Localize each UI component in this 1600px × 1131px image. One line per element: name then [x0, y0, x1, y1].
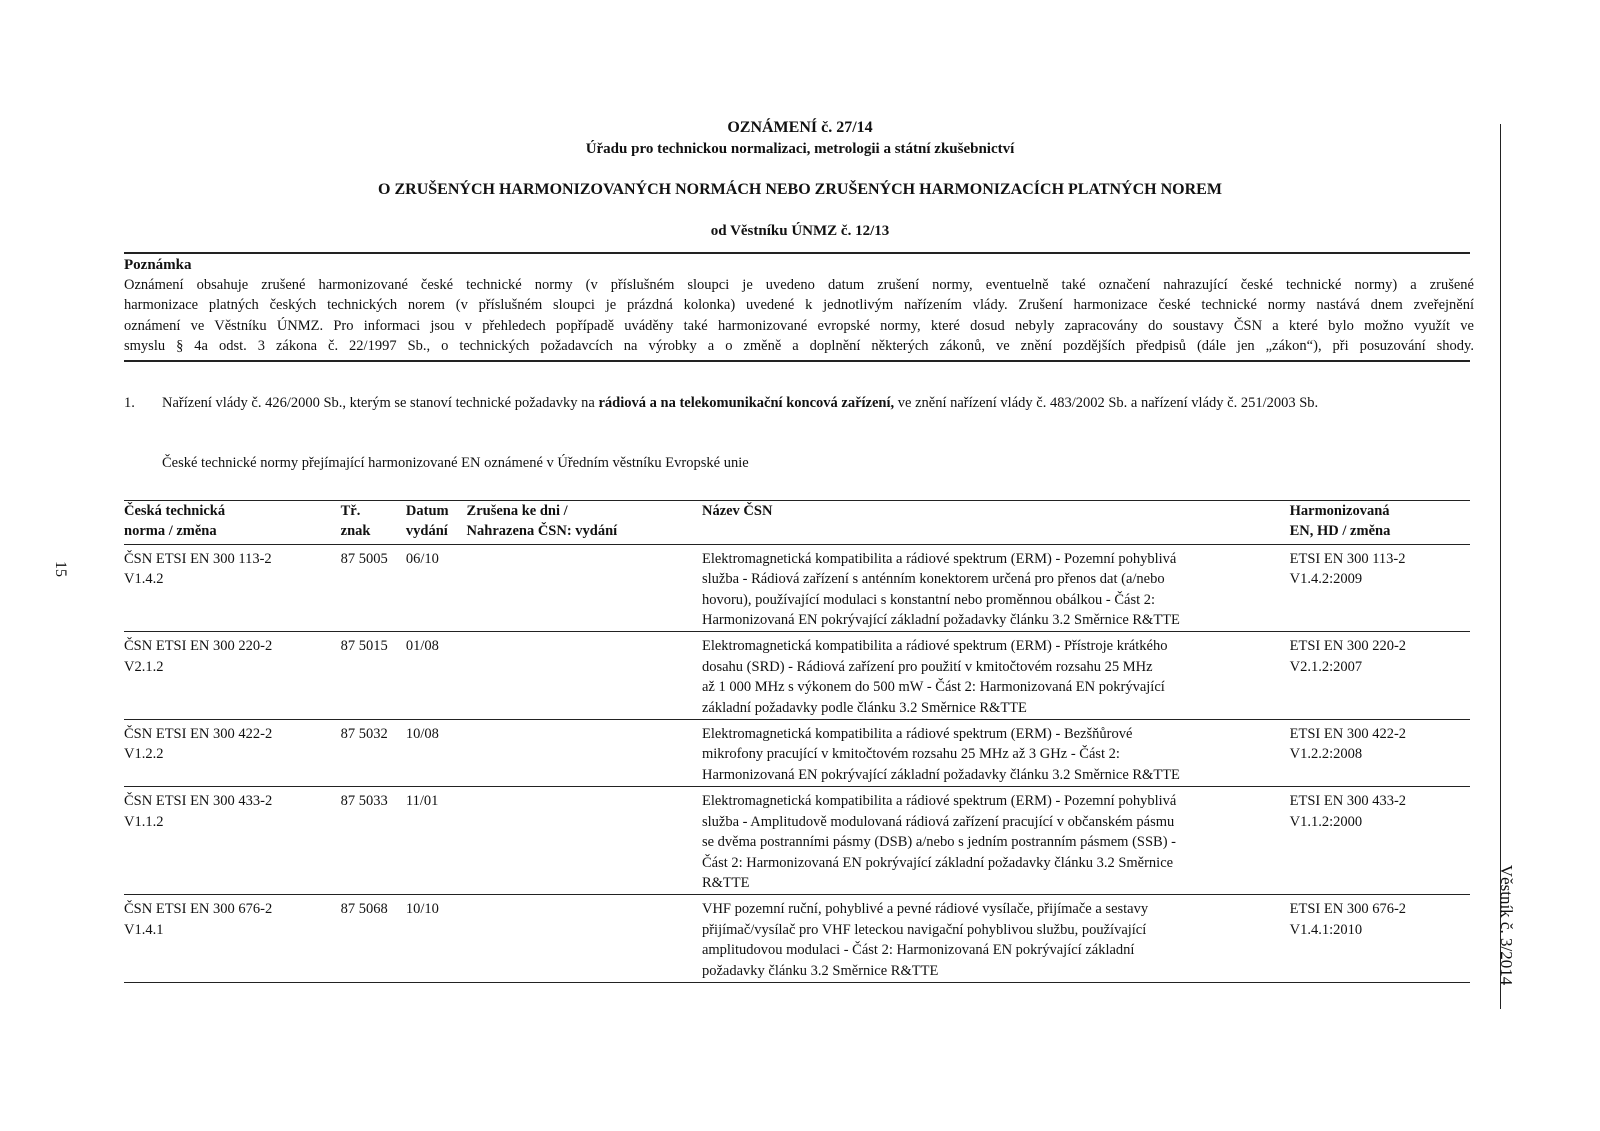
- cell-norm: ČSN ETSI EN 300 676-2 V1.4.1: [124, 901, 273, 938]
- standards-table: [124, 500, 1470, 983]
- note-line: Oznámení obsahuje zrušené harmonizované české technické normy (v příslušném sloupci je uvedeno datum zrušení normy, eventuelně také označení nahrazující české technické normy) a zrušené: [124, 277, 1474, 293]
- cell-cancelled: [467, 720, 702, 787]
- cell-harmonized: ETSI EN 300 676-2 V1.4.1:2010: [1289, 901, 1407, 938]
- cell-harmonized: ETSI EN 300 113-2 V1.4.2:2009: [1289, 550, 1406, 588]
- cell-name: Elektromagnetická kompatibilita a rádiové spektrum (ERM) - Přístroje krátkého dosahu (SRD) - Rádiová zařízení pro použití v kmitočtovém rozsahu 25 MHz až 1 000 MHz s výkonem do 500 mW - Část 2: Harmonizovaná EN pokrývající základní požadavky podle článku 3.2 Směrnice R&TTE: [701, 638, 1168, 716]
- table-row: [124, 544, 1470, 632]
- header-cancelled: Zrušena ke dni / Nahrazena ČSN: vydání: [466, 503, 618, 540]
- note-top-rule: [124, 252, 1470, 254]
- item-text-part: Nařízení vlády č. 426/2000 Sb., kterým se stanoví technické požadavky na: [162, 395, 599, 411]
- page-number: 15: [52, 561, 69, 577]
- document-title: OZNÁMENÍ č. 27/14: [727, 119, 873, 136]
- cell-name: Elektromagnetická kompatibilita a rádiové spektrum (ERM) - Pozemní pohyblivá služba - Rádiová zařízení s anténním konektorem určená pro přenos dat (a/nebo hovoru), používající modulaci s konstantní nebo proměnnou obálkou - Část 2: Harmonizovaná EN pokrývající základní požadavky článku 3.2 Směrnice R&TTE: [701, 550, 1180, 629]
- cell-date: 06/10: [405, 550, 439, 567]
- table-header-row: [124, 501, 1470, 545]
- cell-name: VHF pozemní ruční, pohyblivé a pevné rádiové vysílače, přijímače a sestavy přijímač/vysílač pro VHF leteckou navigační pohyblivou službu, používající amplitudovou modulaci - Část 2: Harmonizovaná EN pokrývající základní požadavky článku 3.2 Směrnice R&TTE: [701, 901, 1149, 979]
- cell-class: 87 5033: [340, 793, 388, 810]
- cell-cancelled: [467, 787, 702, 895]
- cell-class: 87 5015: [340, 638, 388, 655]
- item-text-bold: rádiová a na telekomunikační koncová zařízení,: [598, 395, 895, 411]
- journal-issue: Věstník č. 3/2014: [1497, 864, 1516, 986]
- cell-cancelled: [467, 632, 702, 720]
- note-line: oznámení ve Věstníku ÚNMZ. Pro informaci jsou v přehledech popřípadě uváděny také harmonizované evropské normy, které dosud nebyly zapracovány do soustavy ČSN a které bylo možno využít ve: [124, 317, 1474, 334]
- since-reference: od Věstníku ÚNMZ č. 12/13: [710, 223, 890, 239]
- cell-norm: ČSN ETSI EN 300 422-2 V1.2.2: [124, 726, 273, 763]
- note-text: [124, 275, 1474, 357]
- item-text-part: ve znění nařízení vlády č. 483/2002 Sb. a nařízení vlády č. 251/2003 Sb.: [894, 395, 1319, 411]
- note-heading: Poznámka: [124, 257, 192, 273]
- header-name: Název ČSN: [701, 503, 773, 519]
- item-text: [162, 393, 1474, 413]
- header-date: Datum vydání: [405, 503, 449, 540]
- cell-harmonized: ETSI EN 300 433-2 V1.1.2:2000: [1289, 793, 1407, 830]
- cell-class: 87 5032: [340, 726, 388, 743]
- cell-date: 11/01: [405, 793, 439, 810]
- header-harmonized: Harmonizovaná EN, HD / změna: [1289, 503, 1391, 540]
- cell-date: 01/08: [405, 638, 439, 655]
- cell-cancelled: [467, 544, 702, 632]
- note-line: harmonizace platných českých technických norem (v příslušném sloupci je prázdná kolonka) uvedené k jednotlivým nařízením vlády. Zrušení harmonizace české technické normy nastává dnem zveřejnění: [124, 297, 1474, 314]
- table-row: [124, 720, 1470, 787]
- table-row: [124, 632, 1470, 720]
- cell-norm: ČSN ETSI EN 300 220-2 V2.1.2: [124, 638, 273, 675]
- note-bottom-rule: [124, 360, 1470, 362]
- cell-cancelled: [467, 895, 702, 983]
- table-caption: České technické normy přejímající harmonizované EN oznámené v Úředním věstníku Evropské unie: [162, 455, 749, 471]
- table-row: [124, 895, 1470, 983]
- item-number: 1.: [124, 395, 135, 411]
- cell-harmonized: ETSI EN 300 220-2 V2.1.2:2007: [1289, 638, 1407, 675]
- cell-norm: ČSN ETSI EN 300 433-2 V1.1.2: [124, 793, 273, 830]
- document-subject: O ZRUŠENÝCH HARMONIZOVANÝCH NORMÁCH NEBO ZRUŠENÝCH HARMONIZACÍCH PLATNÝCH NOREM: [378, 181, 1222, 198]
- header-norm: Česká technická norma / změna: [124, 503, 226, 540]
- cell-norm: ČSN ETSI EN 300 113-2 V1.4.2: [124, 550, 272, 588]
- cell-class: 87 5005: [340, 550, 388, 567]
- note-line: smyslu § 4a odst. 3 zákona č. 22/1997 Sb., o technických požadavcích na výrobky a o změně a doplnění některých zákonů, ve znění pozdějších předpisů (dále jen „zákon“), při posuzování shody.: [124, 338, 1474, 355]
- table-row: [124, 787, 1470, 895]
- cell-harmonized: ETSI EN 300 422-2 V1.2.2:2008: [1289, 726, 1407, 763]
- cell-name: Elektromagnetická kompatibilita a rádiové spektrum (ERM) - Bezšňůrové mikrofony pracující v kmitočtovém rozsahu 25 MHz až 3 GHz - Část 2: Harmonizovaná EN pokrývající základní požadavky článku 3.2 Směrnice R&TTE: [701, 726, 1180, 783]
- cell-name: Elektromagnetická kompatibilita a rádiové spektrum (ERM) - Pozemní pohyblivá služba - Amplitudově modulovaná rádiová zařízení pracující v občanském pásmu se dvěma postranními pásmy (DSB) a/nebo s jedním postranním pásmem (SSB) - Část 2: Harmonizovaná EN pokrývající základní požadavky článku 3.2 Směrnice R&TTE: [701, 793, 1177, 891]
- issuing-office: Úřadu pro technickou normalizaci, metrologii a státní zkušebnictví: [585, 141, 1015, 157]
- cell-date: 10/08: [405, 726, 439, 743]
- cell-class: 87 5068: [340, 901, 388, 918]
- cell-date: 10/10: [405, 901, 439, 918]
- header-class: Tř. znak: [340, 503, 371, 540]
